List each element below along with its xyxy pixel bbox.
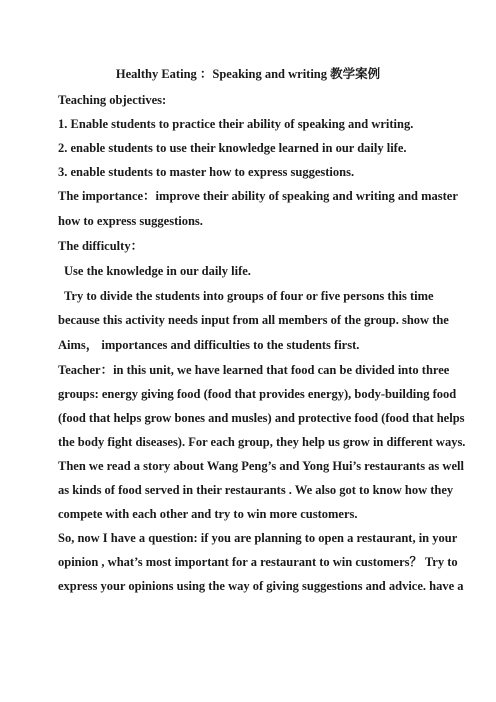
paragraph-line: Try to divide the students into groups of four or five persons this time [64,289,434,303]
paragraph-line: Then we read a story about Wang Peng’s and Yong Hui’s restaurants as well [58,459,464,473]
paragraph-line: as kinds of food served in their restaurants . We also got to know how they [58,483,454,497]
paragraph-line: So, now I have a question: if you are planning to open a restaurant, in your [58,531,458,545]
paragraph-line: Aims， importances and difficulties to the students first. [58,338,360,352]
paragraph-line: because this activity needs input from all members of the group. show the [58,313,449,327]
importance-line-1: The importance：improve their ability of speaking and writing and master [58,189,458,203]
objective-3: 3. enable students to master how to express suggestions. [58,165,355,179]
objective-1: 1. Enable students to practice their ability of speaking and writing. [58,117,414,131]
paragraph-line: the body fight diseases). For each group, they help us grow in different ways. [58,435,466,449]
paragraph-line: compete with each other and try to win more customers. [58,507,358,521]
difficulty-text: Use the knowledge in our daily life. [64,264,251,278]
document-title: Healthy Eating ：Speaking and writing 教学案例 [115,67,381,81]
paragraph-line: express your opinions using the way of giving suggestions and advice. have a [58,579,464,593]
section-heading-difficulty: The difficulty： [58,239,144,253]
objective-2: 2. enable students to use their knowledge learned in our daily life. [58,141,407,155]
section-heading-objectives: Teaching objectives: [58,93,167,107]
paragraph-line: Teacher：in this unit, we have learned that food can be divided into three [58,363,450,377]
paragraph-line: opinion , what’s most important for a restaurant to win customers？ Try to [58,555,458,569]
paragraph-line: (food that helps grow bones and musles) and protective food (food that helps [58,411,465,425]
importance-line-2: how to express suggestions. [58,214,203,228]
paragraph-line: groups: energy giving food (food that provides energy), body-building food [58,387,457,401]
